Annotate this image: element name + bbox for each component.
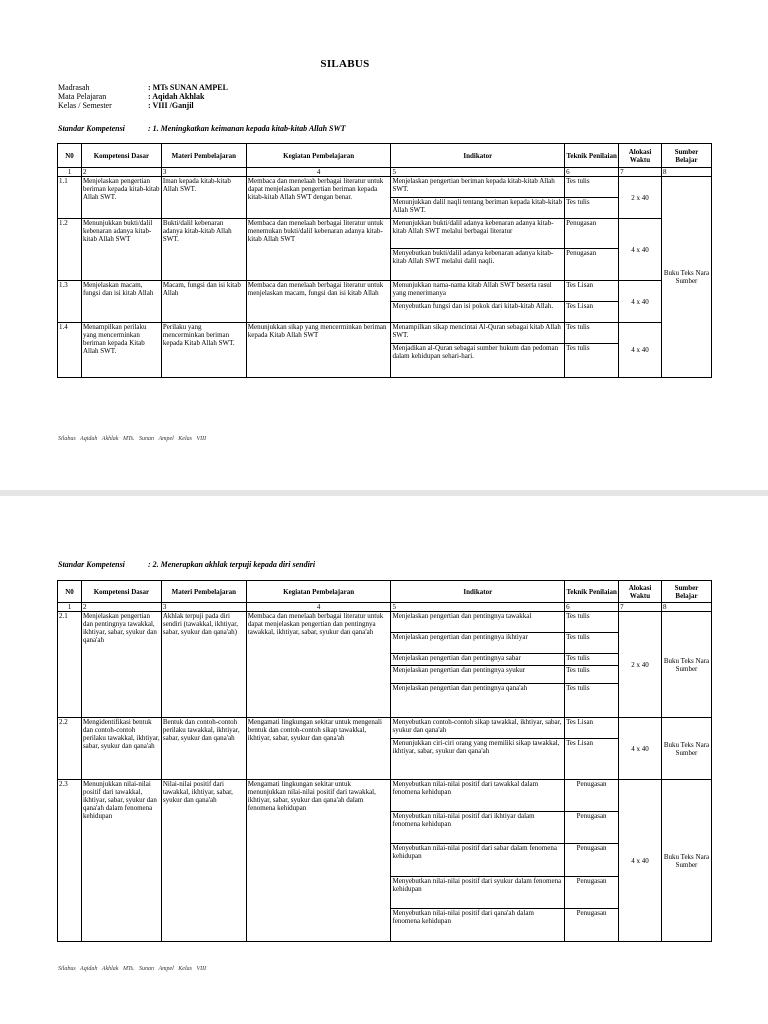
sk-label: Standar Kompetensi (58, 560, 125, 569)
row-materi: Perilaku yang mencerminkan beriman kepada Kitab Allah SWT. (161, 323, 246, 378)
table-row (58, 219, 712, 281)
row-alokasi: 4 x 40 (619, 219, 662, 281)
row-materi: Akhlak terpuji pada diri sendiri (tawakkal, ikhtiyar, sabar, syukur dan qana'ah) (161, 612, 246, 718)
indikator-item: Menunjukkan dalil naqli tentang beriman kepada kitab-kitab Allah SWT. (392, 198, 562, 214)
teknik-item: Tes Lisan (566, 739, 594, 747)
teknik-item: Tes tulis (565, 612, 618, 633)
header-kd: Kompetensi Dasar (81, 581, 161, 603)
indikator-item: Menjelaskan pengertian dan pentingnya syukur (391, 666, 564, 684)
row-no: 1.4 (58, 323, 82, 378)
colnum: 2 (81, 603, 161, 612)
row-teknik (565, 281, 619, 323)
row-alokasi: 4 x 40 (619, 718, 662, 780)
row-sumber: Buku Teks Nara Sumber (662, 780, 712, 942)
colnum: 3 (161, 168, 246, 177)
teknik-item: Tes tulis (566, 684, 590, 692)
header-no: N0 (58, 581, 82, 603)
indikator-item: Menyebutkan nilai-nilai positif dari sabar dalam fenomena kehidupan (391, 844, 564, 877)
row-no: 2.2 (58, 718, 82, 780)
mapel-label: Mata Pelajaran (58, 92, 107, 101)
indikator-item: Menunjukkan bukti/dalil adanya kebenaran adanya kitab-kitab Allah SWT melalui berbagai literatur (391, 219, 564, 249)
kelas-label: Kelas / Semester (58, 101, 112, 110)
table-row (58, 612, 712, 718)
indikator-item: Menyebutkan nilai-nilai positif dari tawakkal dalam fenomena kehidupan (391, 780, 564, 812)
header-kd: Kompetensi Dasar (81, 144, 161, 168)
standar-kompetensi-2 (58, 560, 315, 569)
row-kd: Mengidentifikasi bentuk dan contoh-contoh perilaku tawakkal, ikhtiyar, sabar, syukur dan qana'ah (81, 718, 161, 780)
header-materi: Materi Pembelajaran (161, 144, 246, 168)
indikator-item: Menjelaskan pengertian dan pentingnya qana'ah (392, 684, 528, 692)
page-footer: Silabus Aqidah Akhlak MTs. Sunan Ampel Kelas VIII (58, 966, 207, 972)
row-materi: Macam, fungsi dan isi kitab Allah (161, 281, 246, 323)
colnum: 5 (391, 168, 565, 177)
colnum: 1 (58, 168, 82, 177)
row-kd: Menunjukkan bukti/dalil kebenaran adanya kitab-kitab Allah SWT (81, 219, 161, 281)
colnum: 1 (58, 603, 82, 612)
table-header-row (58, 581, 712, 603)
table-row (58, 323, 712, 378)
row-indikator (391, 780, 565, 942)
kelas-value: : VIII /Ganjil (148, 101, 194, 110)
row-kd: Menjelaskan pengertian beriman kepada kitab-kitab Allah SWT. (81, 177, 161, 219)
row-kegiatan: Membaca dan menelaah berbagai literatur untuk dapat menjelaskan pengertian dan pentingnya tawakkal, ikhtiyar, sabar, syukur dan qana'ah (246, 612, 391, 718)
row-sumber: Buku Teks Nara Sumber (662, 612, 712, 718)
row-no: 2.1 (58, 612, 82, 718)
colnum: 8 (662, 168, 712, 177)
table-row (58, 780, 712, 942)
row-alokasi: 2 x 40 (619, 612, 662, 718)
row-kd: Menunjukkan nilai-nilai positif dari tawakkal, ikhtiyar, sabar, syukur dan qana'ah dalam fenomena kehidupan (81, 780, 161, 942)
header-no: N0 (58, 144, 82, 168)
teknik-item: Tes tulis (565, 654, 618, 666)
row-sumber: Buku Teks Nara Sumber (662, 718, 712, 780)
header-teknik: Teknik Penilaian (565, 144, 619, 168)
page-2 (0, 496, 768, 1024)
row-teknik (565, 780, 619, 942)
indikator-item: Menyebutkan contoh-contoh sikap tawakkal, ikhtiyar, sabar, syukur dan qana'ah (391, 718, 564, 739)
teknik-item: Tes Lisan (565, 281, 618, 302)
row-kegiatan: Membaca dan menelaah berbagai literatur untuk menjelaskan macam, fungsi dan isi kitab Allah (246, 281, 391, 323)
row-materi: Iman kepada kitab-kitab Allah SWT. (161, 177, 246, 219)
row-kegiatan: Mengamati lingkungan sekitar untuk mengenali bentuk dan contoh-contoh sikap tawakkal, ikhtiyar, sabar, syukur dan qana'ah (246, 718, 391, 780)
indikator-item: Menunjukkan ciri-ciri orang yang memiliki sikap tawakkal, ikhtiyar, sabar, syukur dan qana'ah (392, 739, 560, 755)
silabus-table-2 (57, 580, 712, 942)
row-alokasi: 4 x 40 (619, 323, 662, 378)
teknik-item: Tes tulis (565, 177, 618, 198)
header-indikator: Indikator (391, 581, 565, 603)
row-alokasi: 4 x 40 (619, 780, 662, 942)
row-indikator (391, 718, 565, 780)
row-alokasi: 2 x 40 (619, 177, 662, 219)
teknik-item: Penugasan (576, 909, 607, 917)
page-footer: Silabus Aqidah Akhlak MTs. Sunan Ampel Kelas VIII (58, 436, 207, 442)
teknik-item: Penugasan (565, 780, 618, 812)
identity-block (58, 83, 228, 110)
teknik-item: Tes tulis (565, 323, 618, 344)
table-row (58, 177, 712, 219)
row-kd: Menjelaskan macam, fungsi dan isi kitab Allah (81, 281, 161, 323)
table-row (58, 281, 712, 323)
teknik-item: Penugasan (565, 844, 618, 877)
row-kegiatan: Membaca dan menelaah berbagai literatur untuk dapat menjelaskan pengertian beriman kepada kitab-kitab Allah SWT dengan benar. (246, 177, 391, 219)
row-no: 2.3 (58, 780, 82, 942)
teknik-item: Tes tulis (565, 666, 618, 684)
teknik-item: Penugasan (565, 877, 618, 909)
row-kegiatan: Mengamati lingkungan sekitar untuk menunjukkan nilai-nilai positif dari tawakkal, ikhtiyar, sabar, syukur dan qana'ah dalam fenomena kehidupan (246, 780, 391, 942)
row-teknik (565, 323, 619, 378)
standar-kompetensi-1 (58, 124, 346, 133)
indikator-item: Menyebutkan bukti/dalil adanya kebenaran adanya kitab-kitab Allah SWT melalui dalil naqli. (392, 249, 554, 265)
colnum: 3 (161, 603, 246, 612)
indikator-item: Menjadikan al-Quran sebagai sumber hukum dan pedoman dalam kehidupan sehari-hari. (392, 344, 559, 360)
sk-value: : 2. Menerapkan akhlak terpuji kepada diri sendiri (148, 560, 316, 569)
teknik-item: Tes Lisan (566, 302, 594, 310)
row-indikator (391, 612, 565, 718)
colnum: 4 (246, 168, 391, 177)
row-indikator (391, 323, 565, 378)
table-header-row (58, 144, 712, 168)
header-alokasi: Alokasi Waktu (619, 144, 662, 168)
row-kd: Menjelaskan pengertian dan pentingnya tawakkal, ikhtiyar, sabar, syukur dan qana'ah (81, 612, 161, 718)
colnum: 7 (619, 168, 662, 177)
teknik-item: Tes tulis (566, 344, 590, 352)
column-number-row (58, 168, 712, 177)
row-no: 1.3 (58, 281, 82, 323)
sk-label: Standar Kompetensi (58, 124, 125, 133)
teknik-item: Tes Lisan (565, 718, 618, 739)
mapel-value: : Aqidah Akhlak (148, 92, 205, 101)
colnum: 6 (565, 603, 619, 612)
sk-value: : 1. Meningkatkan keimanan kepada kitab-kitab Allah SWT (148, 124, 346, 133)
header-kegiatan: Kegiatan Pembelajaran (246, 144, 391, 168)
teknik-item: Penugasan (565, 219, 618, 249)
header-alokasi: Alokasi Waktu (619, 581, 662, 603)
teknik-item: Tes tulis (566, 198, 590, 206)
teknik-item: Penugasan (565, 812, 618, 844)
colnum: 2 (81, 168, 161, 177)
header-indikator: Indikator (391, 144, 565, 168)
colnum: 8 (662, 603, 712, 612)
table-row (58, 718, 712, 780)
indikator-item: Menyebutkan nilai-nilai positif dari ikhtiyar dalam fenomena kehidupan (391, 812, 564, 844)
teknik-item: Penugasan (566, 249, 597, 257)
colnum: 4 (246, 603, 391, 612)
row-kegiatan: Membaca dan menelaah berbagai literatur untuk menemukan bukti/dalil kebenaran adanya kitab-kitab Allah SWT (246, 219, 391, 281)
colnum: 6 (565, 168, 619, 177)
indikator-item: Menjelaskan pengertian dan pentingnya ikhtiyar (391, 633, 564, 654)
header-materi: Materi Pembelajaran (161, 581, 246, 603)
sumber-belajar: Buku Teks Nara Sumber (662, 177, 712, 378)
row-materi: Nilai-nilai positif dari tawakkal, ikhtiyar, sabar, syukur dan qana'ah (161, 780, 246, 942)
header-sumber: Sumber Belajar (662, 144, 712, 168)
row-no: 1.1 (58, 177, 82, 219)
madrasah-label: Madrasah (58, 83, 90, 92)
indikator-item: Menjelaskan pengertian beriman kepada kitab-kitab Allah SWT. (391, 177, 564, 198)
row-indikator (391, 177, 565, 219)
colnum: 5 (391, 603, 565, 612)
row-teknik (565, 612, 619, 718)
row-teknik (565, 219, 619, 281)
indikator-item: Menyebutkan nilai-nilai positif dari syukur dalam fenomena kehidupan (391, 877, 564, 909)
colnum: 7 (619, 603, 662, 612)
row-indikator (391, 281, 565, 323)
page-1 (0, 0, 768, 490)
teknik-item: Tes tulis (565, 633, 618, 654)
indikator-item: Menampilkan sikap mencintai Al-Quran sebagai kitab Allah SWT. (391, 323, 564, 344)
row-teknik (565, 177, 619, 219)
silabus-table-1 (57, 143, 712, 378)
row-no: 1.2 (58, 219, 82, 281)
indikator-item: Menjelaskan pengertian dan pentingnya sabar (391, 654, 564, 666)
indikator-item: Menyebutkan fungsi dan isi pokok dari kitab-kitab Allah. (392, 302, 554, 310)
indikator-item: Menjelaskan pengertian dan pentingnya tawakkal (391, 612, 564, 633)
row-indikator (391, 219, 565, 281)
header-teknik: Teknik Penilaian (565, 581, 619, 603)
madrasah-value: : MTs SUNAN AMPEL (148, 83, 228, 92)
row-teknik (565, 718, 619, 780)
header-kegiatan: Kegiatan Pembelajaran (246, 581, 391, 603)
row-kegiatan: Menunjukkan sikap yang mencerminkan beriman kepada Kitab Allah SWT (246, 323, 391, 378)
column-number-row (58, 603, 712, 612)
indikator-item: Menunjukkan nama-nama kitab Allah SWT beserta rasul yang menerimanya (391, 281, 564, 302)
header-sumber: Sumber Belajar (662, 581, 712, 603)
row-alokasi: 4 x 40 (619, 281, 662, 323)
row-materi: Bentuk dan contoh-contoh perilaku tawakkal, ikhtiyar, sabar, syukur dan qana'ah (161, 718, 246, 780)
indikator-item: Menyebutkan nilai-nilai positif dari qana'ah dalam fenomena kehidupan (392, 909, 534, 925)
row-materi: Bukti/dalil kebenaran adanya kitab-kitab Allah SWT. (161, 219, 246, 281)
page-title: SILABUS (320, 58, 370, 70)
row-kd: Menampilkan perilaku yang mencerminkan beriman kepada Kitab Allah SWT. (81, 323, 161, 378)
